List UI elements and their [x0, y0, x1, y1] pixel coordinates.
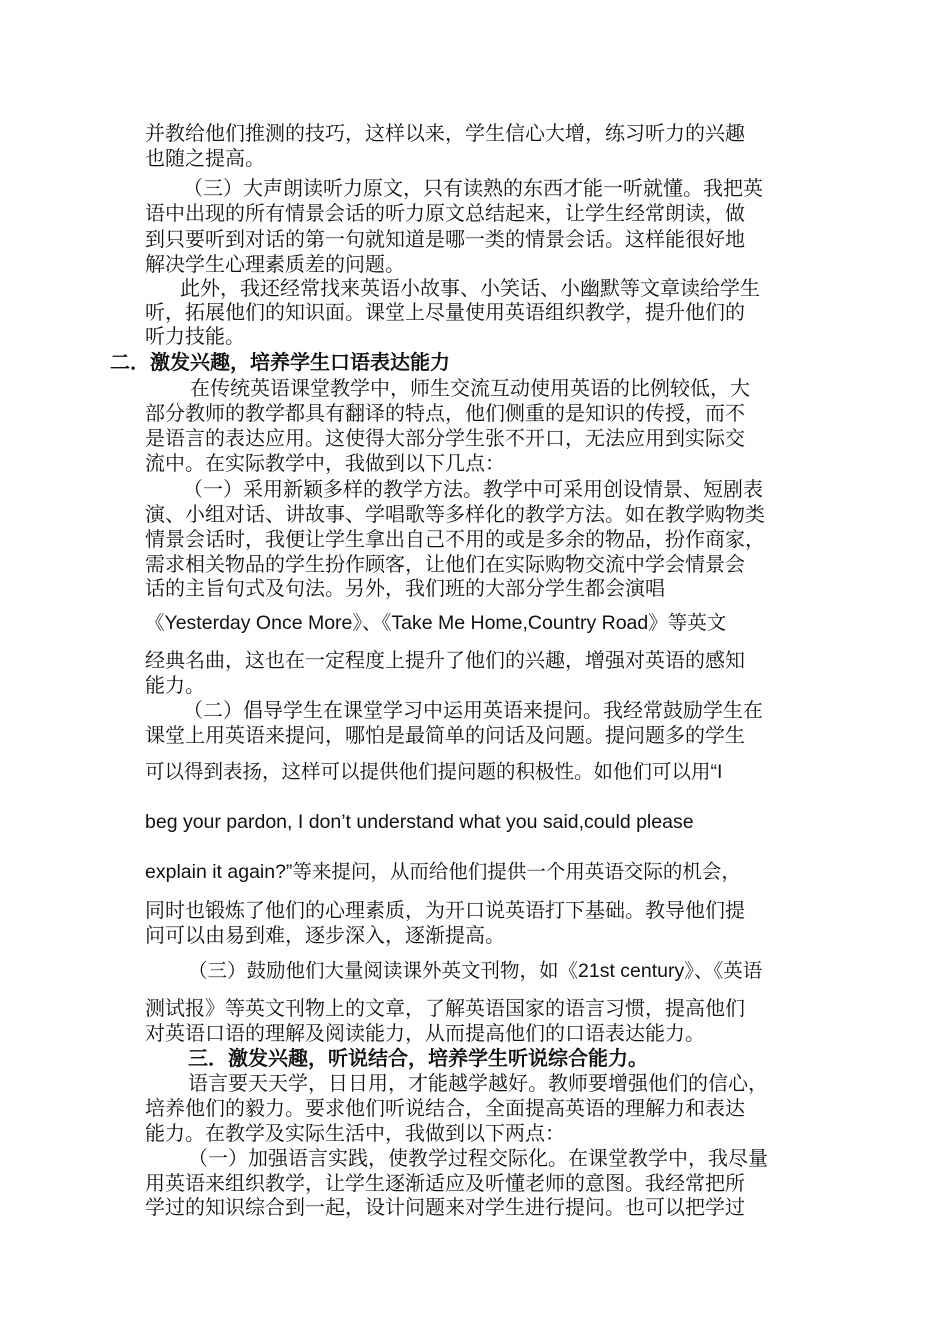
text-line: 情景会话时，我便让学生拿出自己不用的或是多余的物品，扮作商家， [145, 527, 765, 551]
section-heading-3: 三．激发兴趣，听说结合，培养学生听说综合能力。 [188, 1046, 648, 1070]
text-line: 听，拓展他们的知识面。课堂上尽量使用英语组织教学，提升他们的 [145, 300, 745, 324]
paragraph-start-line: 在传统英语课堂教学中，师生交流互动使用英语的比例较低，大 [190, 376, 750, 400]
text-line: 能力。在教学及实际生活中，我做到以下两点： [145, 1121, 565, 1145]
text-line: 解决学生心理素质差的问题。 [145, 252, 405, 276]
text-line: 是语言的表达应用。这使得大部分学生张不开口，无法应用到实际交 [145, 426, 745, 450]
text-line: 流中。在实际教学中，我做到以下几点： [145, 451, 505, 475]
text-line: 学过的知识综合到一起，设计问题来对学生进行提问。也可以把学过 [145, 1195, 745, 1219]
section-heading-2: 二．激发兴趣，培养学生口语表达能力 [110, 350, 450, 374]
text-line: 可以得到表扬，这样可以提供他们提问题的积极性。如他们可以用“I [145, 761, 723, 783]
text-line: 同时也锻炼了他们的心理素质，为开口说英语打下基础。教导他们提 [145, 898, 745, 922]
paragraph-start-line: （三）鼓励他们大量阅读课外英文刊物，如《21st century》、《英语 [188, 960, 763, 982]
paragraph-start-line: 此外，我还经常找来英语小故事、小笑话、小幽默等文章读给学生 [180, 276, 760, 300]
paragraph-start-line: （三）大声朗读听力原文，只有读熟的东西才能一听就懂。我把英 [183, 176, 763, 200]
text-line: 能力。 [145, 673, 205, 697]
text-line: 问可以由易到难，逐步深入，逐渐提高。 [145, 923, 505, 947]
text-line-english-quote: explain it again?”等来提问，从而给他们提供一个用英语交际的机会， [145, 861, 741, 883]
text-line: 并教给他们推测的技巧，这样以来，学生信心大增，练习听力的兴趣 [145, 121, 745, 145]
text-line: 演、小组对话、讲故事、学唱歌等多样化的教学方法。如在教学购物类 [145, 502, 765, 526]
text-line: 测试报》等英文刊物上的文章，了解英语国家的语言习惯，提高他们 [145, 996, 745, 1020]
text-line-song-titles: 《Yesterday Once More》、《Take Me Home,Country Road》等英文 [145, 612, 727, 634]
text-line: 语中出现的所有情景会话的听力原文总结起来，让学生经常朗读，做 [145, 201, 745, 225]
text-line: 课堂上用英语来提问，哪怕是最简单的问话及问题。提问题多的学生 [145, 723, 745, 747]
text-line: 到只要听到对话的第一句就知道是哪一类的情景会话。这样能很好地 [145, 227, 745, 251]
text-line: 部分教师的教学都具有翻译的特点，他们侧重的是知识的传授，而不 [145, 401, 745, 425]
text-line-english-quote: beg your pardon, I don’t understand what you said,could please [145, 811, 694, 833]
text-line: 需求相关物品的学生扮作顾客，让他们在实际购物交流中学会情景会 [145, 552, 745, 576]
text-line: 听力技能。 [145, 324, 245, 348]
paragraph-start-line: 语言要天天学，日日用，才能越学越好。教师要增强他们的信心， [188, 1071, 768, 1095]
paragraph-start-line: （一）采用新颖多样的教学方法。教学中可采用创设情景、短剧表 [183, 477, 763, 501]
paragraph-start-line: （二）倡导学生在课堂学习中运用英语来提问。我经常鼓励学生在 [183, 698, 763, 722]
text-line: 也随之提高。 [145, 146, 265, 170]
text-line: 用英语来组织教学，让学生逐渐适应及听懂老师的意图。我经常把所 [145, 1171, 745, 1195]
text-line: 培养他们的毅力。要求他们听说结合，全面提高英语的理解力和表达 [145, 1096, 745, 1120]
text-line: 对英语口语的理解及阅读能力，从而提高他们的口语表达能力。 [145, 1021, 705, 1045]
paragraph-start-line: （一）加强语言实践，使教学过程交际化。在课堂教学中，我尽量 [188, 1146, 768, 1170]
text-line: 经典名曲，这也在一定程度上提升了他们的兴趣，增强对英语的感知 [145, 648, 745, 672]
text-line: 话的主旨句式及句法。另外，我们班的大部分学生都会演唱 [145, 576, 665, 600]
